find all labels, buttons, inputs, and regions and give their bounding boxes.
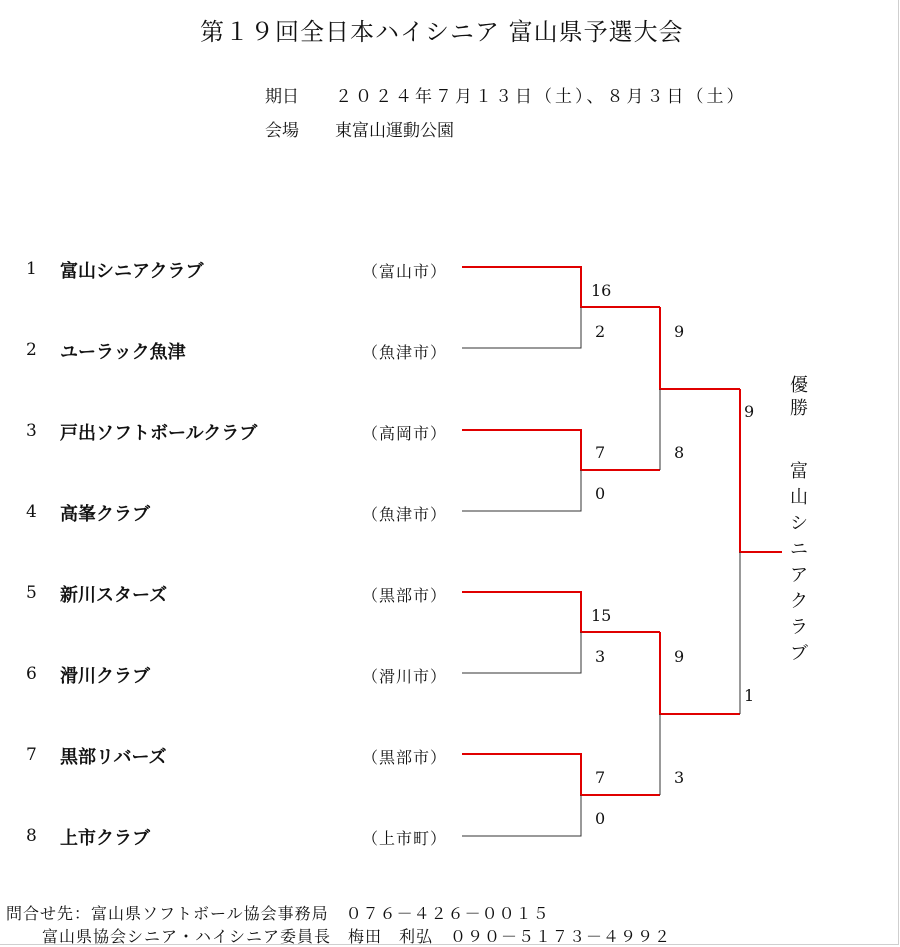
bracket-line-winner bbox=[462, 267, 660, 307]
team-name: 黒部リバーズ bbox=[60, 747, 167, 768]
bracket-line-winner bbox=[462, 754, 660, 795]
score-r1-team8: 0 bbox=[595, 809, 606, 828]
score-sf1-upper: 9 bbox=[674, 322, 685, 341]
team-city: （上市町） bbox=[362, 829, 448, 848]
contact-line-1: 問合せ先：富山県ソフトボール協会事務局 ０７６－４２６－００１５ bbox=[6, 904, 550, 923]
score-final-lower: 1 bbox=[744, 686, 755, 705]
venue-value: 東富山運動公園 bbox=[335, 121, 454, 141]
bracket-line-loser bbox=[462, 632, 581, 673]
champion-name: 富 山 シ ニ ア ク ラ ブ bbox=[790, 461, 808, 664]
date-value: ２０２４年７月１３日（土）、８月３日（土） bbox=[335, 87, 747, 107]
bracket-line-winner bbox=[462, 430, 660, 470]
score-r1-team1: 16 bbox=[591, 281, 612, 300]
bracket-line-winner bbox=[660, 632, 740, 714]
bracket-line-winner bbox=[462, 592, 660, 632]
team-seed: 3 bbox=[26, 421, 37, 441]
score-sf1-lower: 8 bbox=[674, 443, 685, 462]
team-city: （高岡市） bbox=[362, 424, 448, 443]
contact-line-2: 富山県協会シニア・ハイシニア委員長 梅田 利弘 ０９０－５１７３－４９９２ bbox=[42, 927, 672, 946]
bracket-line-loser bbox=[462, 795, 581, 836]
score-final-upper: 9 bbox=[744, 402, 755, 421]
score-sf2-upper: 9 bbox=[674, 647, 685, 666]
score-r1-team3: 7 bbox=[595, 443, 606, 462]
team-seed: 6 bbox=[26, 664, 37, 684]
score-r1-team7: 7 bbox=[595, 768, 606, 787]
bracket-line-winner bbox=[660, 307, 740, 389]
team-city: （富山市） bbox=[362, 262, 448, 281]
team-name: 新川スターズ bbox=[60, 585, 168, 606]
bracket-line-loser bbox=[462, 470, 581, 511]
team-name: 滑川クラブ bbox=[60, 666, 150, 687]
champion-label: 優 勝 bbox=[790, 375, 808, 419]
date-label: 期日 bbox=[265, 87, 299, 107]
team-city: （黒部市） bbox=[362, 586, 448, 605]
score-r1-team4: 0 bbox=[595, 484, 606, 503]
team-city: （黒部市） bbox=[362, 748, 448, 767]
team-name: 戸出ソフトボールクラブ bbox=[60, 423, 258, 444]
team-seed: 1 bbox=[26, 259, 37, 279]
team-city: （魚津市） bbox=[362, 505, 448, 524]
team-seed: 7 bbox=[26, 745, 37, 765]
score-r1-team6: 3 bbox=[595, 647, 606, 666]
venue-label: 会場 bbox=[265, 121, 299, 141]
team-seed: 2 bbox=[26, 340, 37, 360]
bracket-line-loser bbox=[462, 307, 581, 348]
score-r1-team2: 2 bbox=[595, 322, 606, 341]
team-city: （魚津市） bbox=[362, 343, 448, 362]
team-name: ユーラック魚津 bbox=[60, 342, 186, 363]
page-title: 第１９回全日本ハイシニア 富山県予選大会 bbox=[200, 18, 684, 46]
team-seed: 4 bbox=[26, 502, 37, 522]
team-name: 高峯クラブ bbox=[60, 504, 150, 525]
team-city: （滑川市） bbox=[362, 667, 448, 686]
score-r1-team5: 15 bbox=[591, 606, 612, 625]
score-sf2-lower: 3 bbox=[674, 768, 685, 787]
team-name: 富山シニアクラブ bbox=[60, 261, 204, 282]
team-seed: 5 bbox=[26, 583, 37, 603]
team-seed: 8 bbox=[26, 826, 37, 846]
team-name: 上市クラブ bbox=[60, 828, 150, 849]
